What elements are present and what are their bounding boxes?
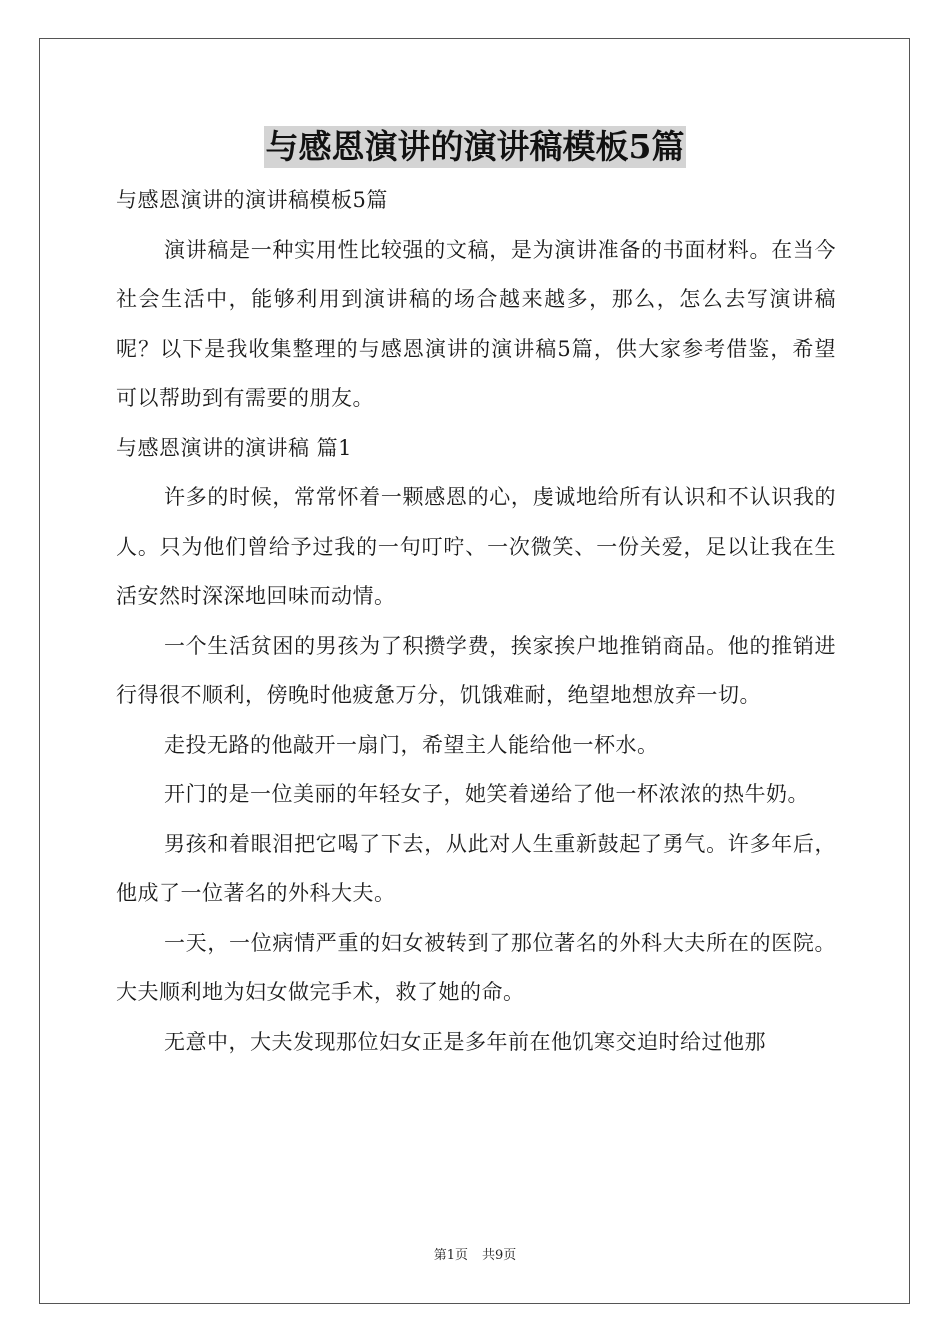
page-number: 第1页 [433, 1248, 468, 1263]
paragraph: 无意中，大夫发现那位妇女正是多年前在他饥寒交迫时给过他那 [164, 1029, 766, 1054]
paragraph: 男孩和着眼泪把它喝了下去，从此对人生重新鼓起了勇气。许多年后，他成了一位著名的外科大夫。 [116, 831, 836, 905]
paragraph: 一个生活贫困的男孩为了积攒学费，挨家挨户地推销商品。他的推销进行得很不顺利，傍晚时他疲惫万分，饥饿难耐，绝望地想放弃一切。 [116, 633, 836, 707]
page-total: 共9页 [482, 1248, 517, 1263]
paragraph: 走投无路的他敲开一扇门，希望主人能给他一杯水。 [164, 732, 659, 757]
document-body [116, 176, 836, 1067]
title-container [0, 126, 950, 168]
paragraph: 演讲稿是一种实用性比较强的文稿，是为演讲准备的书面材料。在当今社会生活中，能够利用到演讲稿的场合越来越多，那么，怎么去写演讲稿呢？以下是我收集整理的与感恩演讲的演讲稿5篇，供大家参考借鉴，希望可以帮助到有需要的朋友。 [116, 237, 836, 410]
page-footer [0, 1247, 950, 1265]
document-title: 与感恩演讲的演讲稿模板5篇 [265, 127, 685, 166]
section-heading: 与感恩演讲的演讲稿 篇1 [116, 435, 353, 460]
paragraph: 与感恩演讲的演讲稿模板5篇 [116, 188, 388, 212]
paragraph: 开门的是一位美丽的年轻女子，她笑着递给了他一杯浓浓的热牛奶。 [164, 782, 809, 806]
paragraph: 许多的时候，常常怀着一颗感恩的心，虔诚地给所有认识和不认识我的人。只为他们曾给予过我的一句叮咛、一次微笑、一份关爱，足以让我在生活安然时深深地回味而动情。 [116, 485, 836, 608]
paragraph: 一天，一位病情严重的妇女被转到了那位著名的外科大夫所在的医院。大夫顺利地为妇女做完手术，救了她的命。 [116, 930, 836, 1004]
